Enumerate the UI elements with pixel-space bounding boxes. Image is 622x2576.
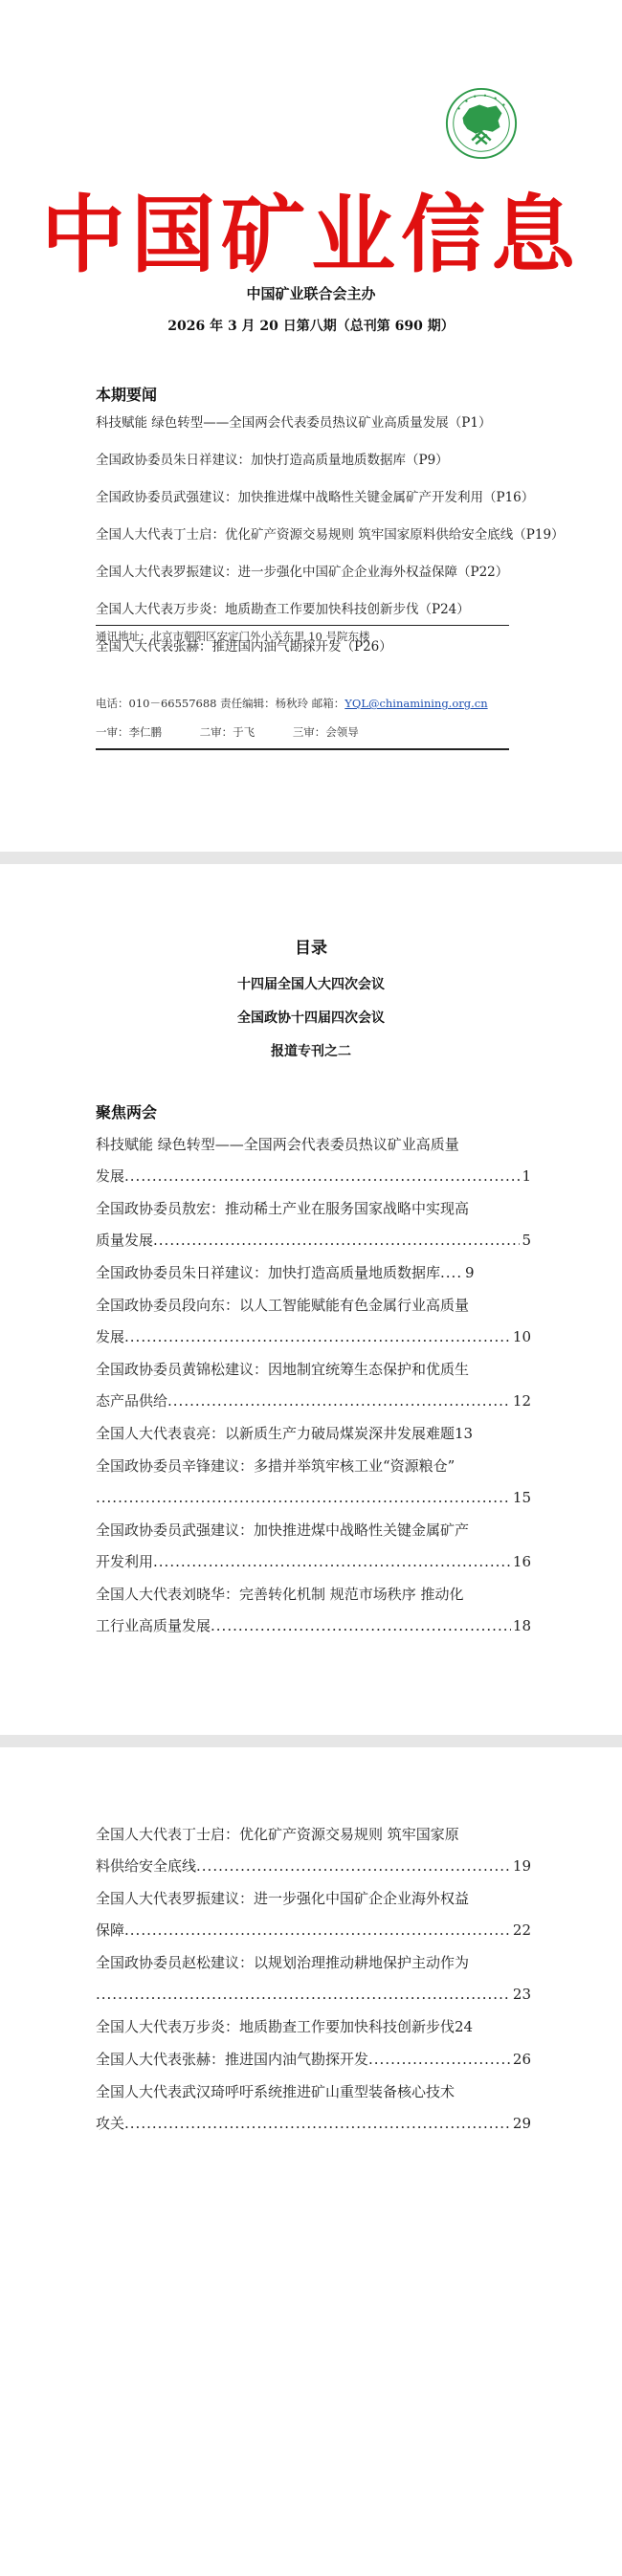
toc-page-number: 5 (522, 1232, 531, 1249)
toc-entry-title-cont: 开发利用 (96, 1553, 154, 1570)
toc-entry-title: 全国人大代表袁亮：以新质生产力破局煤炭深井发展难题 (96, 1425, 455, 1442)
reviewer-2: 二审：于飞 (199, 725, 255, 739)
china-mining-association-logo-icon (444, 86, 519, 161)
toc-entry-title: 全国政协委员段向东：以人工智能赋能有色金属行业高质量 (96, 1297, 470, 1314)
highlight-item[interactable]: 科技赋能 绿色转型——全国两会代表委员热议矿业高质量发展（P1） (96, 415, 492, 431)
toc-entry[interactable] (96, 1883, 531, 1946)
toc-entry-title: 全国政协委员敖宏：推动稀土产业在服务国家战略中实现高 (96, 1200, 470, 1217)
issue-line: 2026 年 3 月 20 日第八期（总刊第 690 期） (167, 319, 455, 334)
leader-dots (211, 1610, 511, 1642)
toc-entry[interactable] (96, 1515, 531, 1578)
section-heading: 聚焦两会 (96, 1103, 158, 1121)
toc-entry[interactable] (96, 1819, 531, 1882)
email-link[interactable]: YQL@chinamining.org.cn (344, 697, 488, 710)
contact-phone-text: 电话：010－66557688 责任编辑：杨秋玲 邮箱： (96, 697, 345, 710)
leader-dots (124, 1915, 511, 1946)
toc-entry-title: 全国人大代表罗振建议：进一步强化中国矿企企业海外权益 (96, 1890, 470, 1907)
toc-entry-title: 全国人大代表张赫：推进国内油气勘探开发 (96, 2051, 369, 2068)
contact-address: 通讯地址：北京市朝阳区安定门外小关东里 10 号院东楼 (96, 630, 370, 643)
toc-entry-title-cont: 料供给安全底线 (96, 1857, 197, 1875)
toc-page-number: 16 (512, 1553, 531, 1570)
masthead-title: 中国矿业信息 (40, 186, 581, 284)
toc-list (96, 1129, 531, 1643)
leader-dots (96, 1482, 511, 1514)
toc-entry-title-cont: 质量发展 (96, 1232, 154, 1249)
toc-page-number: 15 (512, 1489, 531, 1506)
reviewers-line (96, 724, 393, 740)
toc-entry[interactable] (96, 1129, 531, 1192)
reviewer-3: 三审：会领导 (292, 725, 359, 739)
toc-entry-title: 全国政协委员朱日祥建议：加快打造高质量地质数据库 (96, 1264, 441, 1281)
toc-entry[interactable] (96, 1354, 531, 1417)
toc-entry-title: 全国人大代表万步炎：地质勘查工作要加快科技创新步伐 (96, 2018, 455, 2035)
toc-entry-title-cont: 发展 (96, 1167, 125, 1185)
highlight-item[interactable]: 全国人大代表张赫：推进国内油气勘探开发（P26） (96, 639, 392, 655)
sponsor-line: 中国矿业联合会主办 (246, 285, 376, 302)
cover-page (0, 0, 622, 852)
leader-dots (196, 1851, 511, 1882)
toc-page-number: 29 (512, 2115, 531, 2132)
leader-dots (153, 1225, 520, 1256)
highlight-item[interactable]: 全国政协委员武强建议：加快推进煤中战略性关键金属矿产开发利用（P16） (96, 490, 535, 505)
toc-entry[interactable] (96, 2044, 531, 2076)
toc-entry-title-cont: 攻关 (96, 2115, 125, 2132)
toc-entry[interactable] (96, 1418, 531, 1450)
toc-entry-title-cont: 保障 (96, 1921, 125, 1939)
divider (96, 748, 509, 750)
toc-entry-title: 全国人大代表刘晓华：完善转化机制 规范市场秩序 推动化 (96, 1586, 464, 1603)
toc-page-number: 1 (522, 1167, 531, 1185)
toc-entry-title-cont: 态产品供给 (96, 1392, 168, 1410)
highlight-item[interactable]: 全国人大代表丁士启：优化矿产资源交易规则 筑牢国家原料供给安全底线（P19） (96, 527, 565, 543)
toc-page-continued (0, 1747, 622, 2576)
leader-dots (167, 1386, 511, 1417)
leader-dots (124, 1161, 520, 1192)
toc-entry[interactable] (96, 1947, 531, 2010)
toc-page-number: 12 (512, 1392, 531, 1410)
toc-page-number: 24 (455, 2018, 474, 2035)
toc-entry-title-cont: 发展 (96, 1328, 125, 1345)
toc-entry-title: 全国政协委员辛锋建议：多措并举筑牢核工业“资源粮仓” (96, 1457, 455, 1475)
toc-entry-title: 全国人大代表武汉琦呼吁系统推进矿山重型装备核心技术 (96, 2083, 455, 2100)
toc-page-number: 9 (465, 1264, 475, 1281)
leader-dots (440, 1257, 463, 1289)
toc-page-number: 22 (512, 1921, 531, 1939)
toc-page-number: 23 (512, 1986, 531, 2003)
toc-page-number: 18 (512, 1617, 531, 1634)
toc-list (96, 1819, 531, 2141)
toc-entry-title: 科技赋能 绿色转型——全国两会代表委员热议矿业高质量 (96, 1136, 459, 1153)
leader-dots (124, 2108, 511, 2140)
toc-page-number: 26 (512, 2051, 531, 2068)
toc-subtitle: 十四届全国人大四次会议 (237, 977, 385, 992)
toc-page-number: 13 (455, 1425, 474, 1442)
toc-entry[interactable] (96, 1193, 531, 1256)
toc-entry[interactable] (96, 1451, 531, 1514)
toc-entry[interactable] (96, 1257, 531, 1289)
leader-dots (153, 1546, 511, 1578)
toc-page-number: 19 (512, 1857, 531, 1875)
toc-entry-title: 全国政协委员黄锦松建议：因地制宜统筹生态保护和优质生 (96, 1361, 470, 1378)
toc-subtitle: 全国政协十四届四次会议 (237, 1010, 385, 1026)
leader-dots (96, 1979, 511, 2010)
toc-entry-title-cont: 工行业高质量发展 (96, 1617, 211, 1634)
highlight-item[interactable]: 全国人大代表罗振建议：进一步强化中国矿企企业海外权益保障（P22） (96, 565, 509, 580)
toc-entry[interactable] (96, 2011, 531, 2043)
toc-entry[interactable] (96, 1579, 531, 1642)
toc-entry-title: 全国政协委员武强建议：加快推进煤中战略性关键金属矿产 (96, 1521, 470, 1539)
reviewer-1: 一审：李仁鹏 (96, 725, 162, 739)
toc-entry-title: 全国政协委员赵松建议：以规划治理推动耕地保护主动作为 (96, 1954, 470, 1971)
toc-entry[interactable] (96, 2076, 531, 2140)
toc-entry[interactable] (96, 1290, 531, 1353)
leader-dots (124, 1321, 511, 1353)
contact-phone-line (96, 696, 488, 711)
highlight-item[interactable]: 全国人大代表万步炎：地质勘查工作要加快科技创新步伐（P24） (96, 602, 470, 617)
leader-dots (368, 2044, 511, 2076)
highlight-item[interactable]: 全国政协委员朱日祥建议：加快打造高质量地质数据库（P9） (96, 453, 449, 468)
toc-page-number: 10 (512, 1328, 531, 1345)
toc-entry-title: 全国人大代表丁士启：优化矿产资源交易规则 筑牢国家原 (96, 1826, 459, 1843)
divider (96, 625, 509, 626)
toc-title: 目录 (295, 939, 327, 958)
highlights-heading: 本期要闻 (96, 386, 158, 404)
toc-subtitle: 报道专刊之二 (271, 1044, 351, 1059)
toc-page (0, 864, 622, 1735)
